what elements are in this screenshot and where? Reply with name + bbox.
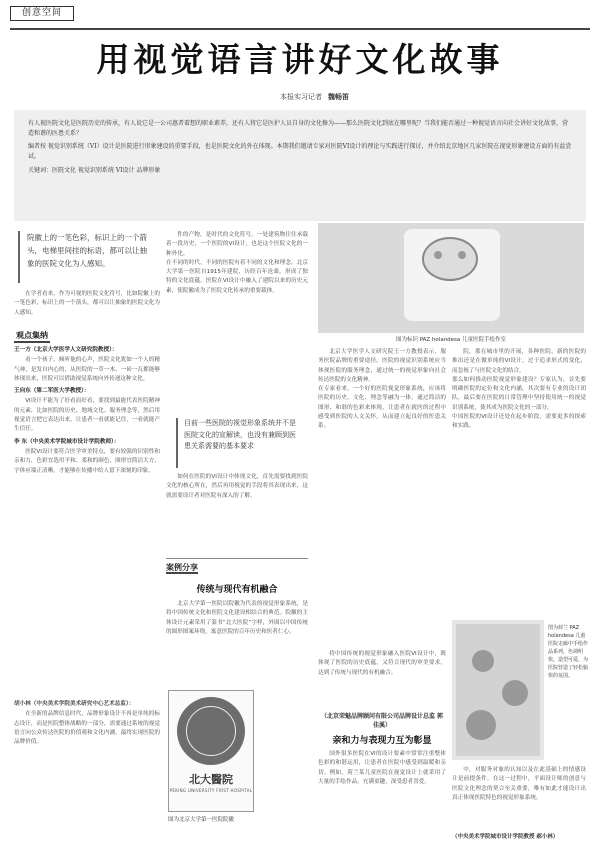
pullquote-b: 目前一些医院的视觉形象系统并不是医院文化的宣解读，也没有兼顾到医患关系需要的基本要求 <box>176 418 298 468</box>
abstract-text: 有人视医院文化是医院历史的传承，有人说它是一公司惠者着想的职业素养，还有人将它是医护人员自身的文化修为——那么医院文化到底在哪里呢？当我们能否通过一种视觉语言向社会讲好文化故事，营造和谐的医患关系？ <box>28 120 569 137</box>
seal-inner-ring <box>186 706 236 756</box>
column2-middle <box>166 473 308 553</box>
column3-top-text: 北京大学医学人文研究院王一方教授表示，服务医院品牌的重要途径。医院的视觉识别系统应当体现医院的服务理念，通过统一的视觉形象向社会传达医院的文化精神。 在专家看来，一个好的医院视觉形象系统，应该将医院的历史、文化、理念等融为一体，通过简洁的图形、和谐的色彩来体现，让患者在就医的过程中感受到医院的人文关怀，从而建立起良好的医患关系。 <box>318 349 446 430</box>
column2-top <box>166 231 308 411</box>
top-divider <box>10 28 590 30</box>
byline-author: 魏畅笛 <box>328 93 349 101</box>
photo-top-caption: 图为标识 PAZ holandesa 儿童医院手绘作室 <box>395 337 507 343</box>
hospital-logo-image <box>168 690 254 812</box>
column4-top-text: 院，那在城市里的开展，各种医院，新的医院的推出还是在做单纯的VI设计，过于追求形式的变化，而忽视了与医院文化的结合。 那么如何推动医院视觉形象建设？专家认为，首先要明确医院的定位和文化内涵，其次要有专业的设计团队，最后要在医院的日常管理中坚持使用统一的视觉识别系统，使其成为医院文化的一部分。 中国医院的VI设计还处在起步阶段，需要更多的探索和实践。 <box>452 349 586 430</box>
column2-middle-text: 如何在医院的VI设计中体现文化，首先需要找到医院文化的核心所在，然后再用视觉的手段将其表现出来，这就需要设计者对医院有深入的了解。 <box>166 474 308 499</box>
byline <box>280 92 349 102</box>
column3-middle-text: 将中国传统的视觉形象融入医院VI设计中，既体现了医院的历史底蕴，又符合现代的审美要求，达到了传统与现代的有机融合。 <box>318 651 446 676</box>
corridor-art-circle-3 <box>466 710 496 740</box>
abstract-keywords: 关键词：医院文化 视觉识别系统 VI设计 品牌形象 <box>28 167 161 174</box>
mural-face <box>422 237 478 281</box>
byline-role: 本报实习记者 <box>280 93 322 101</box>
column2-case <box>166 600 308 688</box>
column4-bottom-text: 中，对服务对象的认知以及在此基础上的情感设计是前提条件。在这一过程中，平面设计师的创意与医院文化理念的契合至关重要，唯有如此才能设计出真正体现医院特色的视觉形象系统。 <box>452 767 586 801</box>
subtitle-affinity: 亲和力与表现力互为彰显 <box>332 736 432 746</box>
column2-top-text: 件的产物，是时代的文化符号。一处建筑物往往承载着一段历史，一个医院的VI设计，也是这个医院文化的一种外化。 在不同的时代，不同的医院有着不同的文化和理念。北京大学第一医院自1915年建院，历经百年沧桑，形成了独特的文化底蕴。医院在VI设计中融入了建院以来的历史元素，使院徽成为了医院文化传承的重要载体。 <box>166 232 308 294</box>
abstract-box <box>14 110 586 221</box>
mural-eye-right <box>458 251 466 259</box>
mural-eye-left <box>434 251 442 259</box>
column-tag: 创意空间 <box>10 6 74 21</box>
column1-intro <box>14 290 160 320</box>
pullquote-a: 院徽上的一笔色彩，标识上的一个箭头，电梯里间挂的标语，都可以让抽象的医院文化为人感知。 <box>18 231 154 283</box>
abstract-editor-note: 编者按 视觉识别系统（VI）设计是医院进行形象建设的重要手段，也是医院文化的外在体现。本期我们邀请专家对医院VI设计的理论与实践进行探讨，并介绍北京地区几家医院在视觉形象建设方面的有益尝试。 <box>28 143 572 160</box>
footer-credit: （中央美术学院城市设计学院教授 郝小林） <box>452 834 559 840</box>
expert3-text: 医院VI设计要符合医学审美特点，要有较强的识别性和亲和力，色彩宜选用平和、柔和的颜色，图形宜简洁大方，字体应端正清晰，才能够在传播中给人留下深刻的印象。 <box>14 448 160 474</box>
column2-case-text: 北京大学第一医院以院徽为代表的视觉形象系统，是将中国传统文化和医院文化建设相结合的典范。院徽的主体设计元素采用了篆书“北大医院”字样，外围以中国传统的圆形图案环绕，寓意医院的百年历史和医者仁心。 <box>166 601 308 635</box>
column1-intro-text: 在学者看来，作为可视的医院文化符号，比如院徽上的一笔色彩，标识上的一个箭头，都可以让抽象的医院文化为人感知。 <box>14 291 160 316</box>
section-head-viewpoints-label: 观点集纳 <box>14 330 50 343</box>
photo-children-hospital-art <box>318 223 584 333</box>
expert4-text: 在全新的品牌信息时代，品牌形象设计不再是单纯的标志设计，而是医院整体战略的一部分，需要通过系统的视觉语言向公众传达医院的价值观和文化内涵，最终实现医院的品牌价值。 <box>14 711 160 746</box>
expert2-text: VI设计不能为了好看而好看，要找到最能代表医院精神的元素，比如医院的历史、地域文化、服务理念等，然后用视觉语言把它表达出来，让患者一看就能记住，一看就能产生信任。 <box>14 398 160 433</box>
column1-viewpoints <box>14 343 160 501</box>
column3-middle <box>318 650 446 708</box>
section-head-case-label: 案例分享 <box>166 563 198 572</box>
expert2-name: 王向东（第二军医大学教授）： <box>14 388 90 395</box>
column3-bottom <box>318 750 446 846</box>
expert1-text: 看一个孩子，倾听他的心声，医院文化犹如一个人的精气神，是发自内心的，从医院的一草一木、一砖一瓦都能够体现出来，医院可以借助视觉系统向外传递这种文化。 <box>14 357 160 382</box>
photo-bottom-caption: 图为荷兰 PAZ holandesa 儿童医院走廊中手绘作品系列，色调明快，造型可爱，为医院营造了轻松愉快的氛围。 <box>548 625 588 679</box>
column3-top <box>318 348 446 646</box>
expert3-name: 李 东（中央美术学院城市设计学院教师）： <box>14 438 120 445</box>
expert4-name: 胡小林（中央美术学院美术研究中心艺术总监）： <box>14 701 135 707</box>
logo-wordmark: 北大醫院 <box>189 773 233 786</box>
logo-english: PEKING UNIVERSITY FIRST HOSPITAL <box>169 788 253 793</box>
column4-bottom <box>452 766 586 834</box>
corridor-art-circle-1 <box>472 650 494 672</box>
expert1-name: 王一方（北京大学医学人文研究院教授）： <box>14 347 118 353</box>
column3-bottom-text: 国外很多医院在VI的设计要素中常常注重整体色彩的和谐运用，让患者在医院中感受到温暖和亲切。例如，荷兰某儿童医院在视觉设计上就采用了大量的手绘作品，充满童趣，深受患者喜爱。 <box>318 751 446 785</box>
corridor-art-circle-2 <box>502 680 528 706</box>
case-title: 传统与现代有机融合 <box>196 585 278 595</box>
photo-corridor-art <box>452 620 544 760</box>
section-head-viewpoints <box>14 330 50 343</box>
column1-bottom <box>14 700 160 840</box>
headline: 用视觉语言讲好文化故事 <box>96 40 504 79</box>
seal-icon <box>177 697 245 765</box>
expert-credit: （北京荣魅品牌顾问有限公司品牌设计总监 郭佳溪） <box>320 713 444 729</box>
section-head-case <box>166 558 308 576</box>
column4-top <box>452 348 586 616</box>
logo-caption: 图为北京大学第一医院院徽 <box>168 817 235 823</box>
